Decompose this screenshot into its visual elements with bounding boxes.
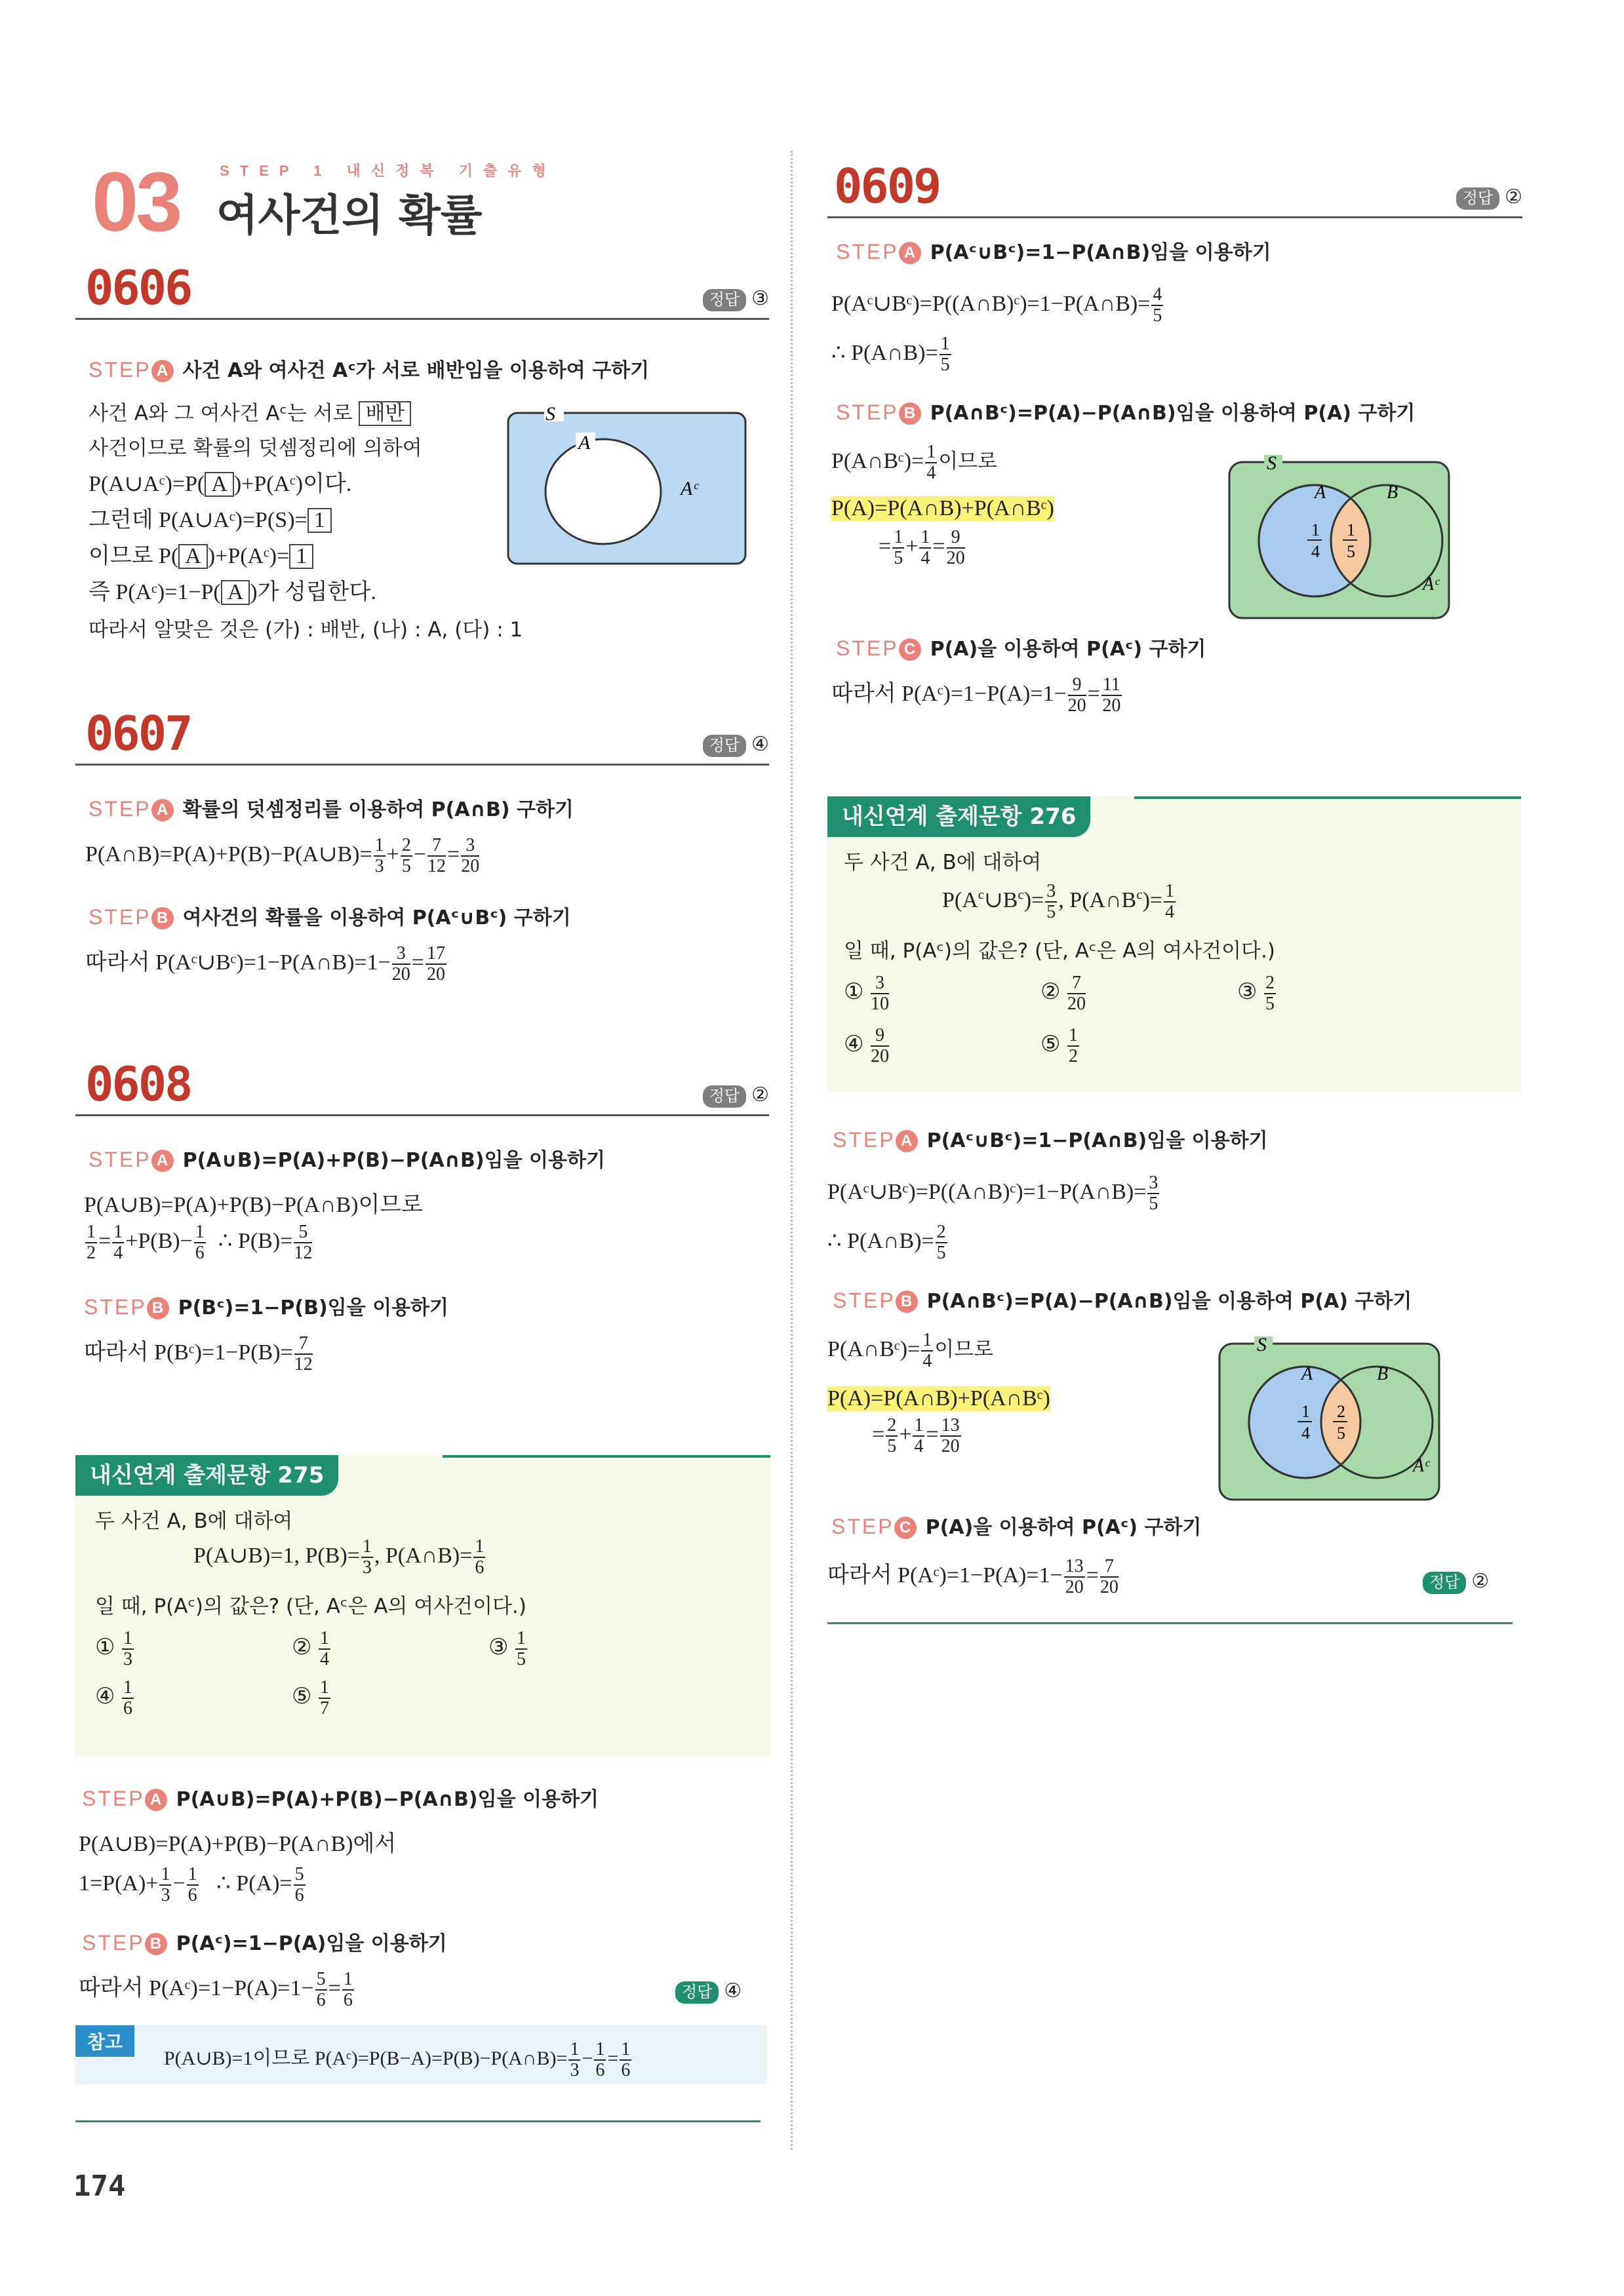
question-line-3: 일 때, P(Aᶜ)의 값은? (단, Aᶜ은 A의 여사건이다.): [95, 1595, 526, 1618]
problem-number: 0609: [834, 159, 940, 214]
answer-label: 정답 ④: [703, 733, 769, 757]
note-box: [75, 2025, 767, 2084]
choice-4[interactable]: ④ $\frac{1}{6}$: [95, 1677, 132, 1719]
set-a-circle: [545, 439, 661, 544]
svg-text:1: 1: [1301, 1402, 1310, 1421]
label-ac: Aᶜ: [681, 478, 698, 499]
solution-line: 따라서 P(Aᶜ)=1−P(A)=1− $\frac{9}{20}$ = $\frac{11}{20}$: [831, 674, 1121, 716]
svg-text:5: 5: [1347, 542, 1355, 561]
solution-line: P(A∩Bᶜ)= $\frac{1}{4}$ 이므로: [831, 442, 998, 483]
solution-line: P(A∪B)=P(A)+P(B)−P(A∩B)에서: [79, 1832, 397, 1856]
choice-3[interactable]: ③ $\frac{2}{5}$: [1237, 973, 1275, 1014]
question-line-2: $P(A^c\cup B^c)=$ $\frac{3}{5}$ , $P(A\cap B^c)=$ $\frac{1}{4}$: [942, 881, 1175, 922]
problem-header-0609: [827, 154, 1522, 218]
note-text: P(A∪B)=1이므로 P(Aᶜ)=P(B−A)=P(B)−P(A∩B)= $\frac{1}{3}$ − $\frac{1}{6}$ = $\frac{1}{6}$: [164, 2039, 631, 2080]
chapter-title: 여사건의 확률: [216, 190, 483, 241]
svg-text:A: A: [1315, 482, 1326, 503]
solution-line-5: 이므로 P( A )+P(Aᶜ)= 1: [89, 537, 313, 570]
svg-text:5: 5: [1337, 1424, 1345, 1443]
svg-text:S: S: [1267, 452, 1277, 474]
label-a: A: [578, 432, 591, 454]
step-a-heading: STEP A 확률의 덧셈정리를 이용하여 P(A∩B) 구하기: [89, 797, 574, 821]
step-a-heading: STEP A P(A∪B)=P(A)+P(B)−P(A∩B)임을 이용하기: [82, 1787, 599, 1811]
solution-line: ∴ P(A∩B)= $\frac{2}{5}$: [827, 1222, 946, 1263]
answer-label: 정답 ②: [1456, 185, 1522, 210]
svg-text:1: 1: [1311, 520, 1320, 539]
solution-line: = $\frac{2}{5}$ + $\frac{1}{4}$ = $\frac{13}{20}$: [872, 1415, 960, 1456]
solution-line: 따라서 P(Aᶜ)=1−P(A)=1− $\frac{5}{6}$ = $\frac{1}{6}$: [79, 1969, 353, 2011]
label-s: S: [545, 403, 555, 425]
svg-text:2: 2: [1337, 1402, 1345, 1421]
choice-1[interactable]: ① $\frac{1}{3}$: [95, 1628, 132, 1669]
problem-number: 0606: [85, 260, 191, 315]
related-problem-275: [75, 1455, 770, 1757]
chapter-number: 03: [92, 155, 180, 249]
solution-line: 1=P(A)+ $\frac{1}{3}$ − $\frac{1}{6}$ ∴ P(A)= $\frac{5}{6}$: [79, 1864, 304, 1905]
answer-label: 정답 ②: [703, 1083, 769, 1108]
solution-line: = $\frac{1}{5}$ + $\frac{1}{4}$ = $\frac{9}{20}$: [879, 527, 965, 568]
question-line-1: 두 사건 A, B에 대하여: [844, 851, 1042, 874]
choice-5[interactable]: ⑤ $\frac{1}{2}$: [1040, 1025, 1078, 1066]
solution-line: P(Aᶜ∪Bᶜ)=P((A∩B)ᶜ)=1−P(A∩B)= $\frac{4}{5}$: [831, 284, 1162, 326]
svg-text:Aᶜ: Aᶜ: [1423, 574, 1439, 594]
step-a-heading: STEP A P(Aᶜ∪Bᶜ)=1−P(A∩B)임을 이용하기: [833, 1128, 1268, 1152]
chapter-step-label: STEP 1 내신정복 기출유형: [220, 163, 557, 179]
page-number: 174: [73, 2170, 126, 2203]
choice-5[interactable]: ⑤ $\frac{1}{7}$: [292, 1677, 329, 1719]
step-b-heading: STEP B P(A∩Bᶜ)=P(A)−P(A∩B)임을 이용하여 P(A) 구하기: [836, 400, 1416, 425]
svg-text:A: A: [1301, 1364, 1313, 1384]
highlighted-formula: P(A)=P(A∩B)+P(A∩Bᶜ): [827, 1386, 1050, 1411]
problem-header-0606: [75, 259, 769, 320]
solution-conclusion: 따라서 알맞은 것은 (가) : 배반, (나) : A, (다) : 1: [89, 618, 523, 642]
step-c-heading: STEP C P(A)을 이용하여 P(Aᶜ) 구하기: [836, 636, 1206, 661]
choice-2[interactable]: ② $\frac{7}{20}$: [1040, 973, 1086, 1014]
related-problem-276: [827, 796, 1521, 1091]
step-a-heading: STEP A P(A∪B)=P(A)+P(B)−P(A∩B)임을 이용하기: [89, 1148, 605, 1172]
solution-line: 따라서 P(Aᶜ∪Bᶜ)=1−P(A∩B)=1− $\frac{3}{20}$ = $\frac{17}{20}$: [85, 943, 445, 985]
choice-1[interactable]: ① $\frac{3}{10}$: [844, 973, 889, 1014]
solution-line-2: 사건이므로 확률의 덧셈정리에 의하여: [89, 437, 422, 460]
solution-line: P(A∩B)=P(A)+P(B)−P(A∪B)= $\frac{1}{3}$ + $\frac{2}{5}$ − $\frac{7}{12}$ = $\frac{3}{20}$: [85, 835, 480, 876]
solution-line-6: 즉 P(Aᶜ)=1−P( A )가 성립한다.: [89, 580, 376, 604]
svg-text:1: 1: [1347, 520, 1355, 539]
choice-2[interactable]: ② $\frac{1}{4}$: [292, 1628, 329, 1669]
venn-diagram-0609: [1226, 452, 1452, 623]
step-a-heading: STEP A 사건 A와 여사건 Aᶜ가 서로 배반임을 이용하여 구하기: [89, 358, 650, 382]
venn-diagram-0606: [505, 403, 751, 570]
section-end-rule: [75, 2120, 761, 2122]
venn-diagram-276: [1216, 1334, 1442, 1504]
related-problem-tag: 내신연계 출제문항 275: [75, 1455, 338, 1496]
note-tag: 참고: [75, 2025, 134, 2057]
solution-line: 따라서 P(Aᶜ)=1−P(A)=1− $\frac{13}{20}$ = $\frac{7}{20}$: [827, 1556, 1119, 1598]
svg-text:B: B: [1377, 1364, 1389, 1384]
choice-4[interactable]: ④ $\frac{9}{20}$: [844, 1025, 889, 1066]
highlighted-formula: P(A)=P(A∩B)+P(A∩Bᶜ): [831, 496, 1054, 520]
svg-text:Aᶜ: Aᶜ: [1413, 1456, 1429, 1476]
answer-label: 정답 ②: [1423, 1570, 1489, 1594]
solution-line: 따라서 P(Bᶜ)=1−P(B)= $\frac{7}{12}$: [84, 1333, 313, 1375]
svg-text:4: 4: [1301, 1424, 1310, 1443]
answer-label: 정답 ③: [703, 287, 769, 311]
column-divider: [791, 151, 793, 2150]
step-b-heading: STEP B P(Bᶜ)=1−P(B)임을 이용하기: [84, 1295, 449, 1319]
question-line-3: 일 때, P(Aᶜ)의 값은? (단, Aᶜ은 A의 여사건이다.): [844, 939, 1275, 963]
step-c-heading: STEP C P(A)을 이용하여 P(Aᶜ) 구하기: [831, 1515, 1202, 1539]
problem-header-0607: [75, 705, 769, 766]
section-end-rule: [827, 1622, 1513, 1624]
answer-label: 정답 ④: [675, 1979, 742, 2004]
solution-line-1: 사건 A와 그 여사건 Aᶜ는 서로 배반: [89, 397, 411, 426]
svg-text:B: B: [1387, 482, 1398, 503]
solution-line-4: 그런데 P(A∪Aᶜ)=P(S)= 1: [89, 501, 332, 534]
question-line-1: 두 사건 A, B에 대하여: [95, 1509, 293, 1533]
solution-line-3: P(A∪Aᶜ)=P( A )+P(Aᶜ)이다.: [89, 472, 352, 496]
solution-line: P(A∩Bᶜ)= $\frac{1}{4}$ 이므로: [827, 1330, 994, 1371]
solution-line: P(Aᶜ∪Bᶜ)=P((A∩B)ᶜ)=1−P(A∩B)= $\frac{3}{5}$: [827, 1173, 1159, 1214]
step-b-heading: STEP B P(A∩Bᶜ)=P(A)−P(A∩B)임을 이용하여 P(A) 구하기: [833, 1289, 1412, 1313]
step-b-heading: STEP B P(Aᶜ)=1−P(A)임을 이용하기: [82, 1931, 447, 1955]
svg-text:S: S: [1257, 1334, 1267, 1355]
problem-number: 0607: [85, 706, 191, 761]
svg-text:4: 4: [1311, 542, 1320, 561]
solution-line: ∴ P(A∩B)= $\frac{1}{5}$: [831, 334, 950, 375]
question-line-2: P(A∪B)=1, P(B)= $\frac{1}{3}$ , P(A∩B)= $\frac{1}{6}$: [193, 1536, 485, 1578]
choice-3[interactable]: ③ $\frac{1}{5}$: [488, 1628, 526, 1669]
problem-header-0608: [75, 1055, 769, 1116]
related-problem-tag: 내신연계 출제문항 276: [827, 796, 1090, 837]
solution-line: $\frac{1}{2}$ = $\frac{1}{4}$ +P(B)− $\frac{1}{6}$ ∴ P(B)= $\frac{5}{12}$: [87, 1222, 313, 1263]
problem-number: 0608: [85, 1057, 191, 1112]
solution-line: P(A∪B)=P(A)+P(B)−P(A∩B)이므로: [84, 1193, 424, 1217]
step-a-heading: STEP A P(Aᶜ∪Bᶜ)=1−P(A∩B)임을 이용하기: [836, 240, 1271, 264]
step-b-heading: STEP B 여사건의 확률을 이용하여 P(Aᶜ∪Bᶜ) 구하기: [89, 905, 571, 929]
